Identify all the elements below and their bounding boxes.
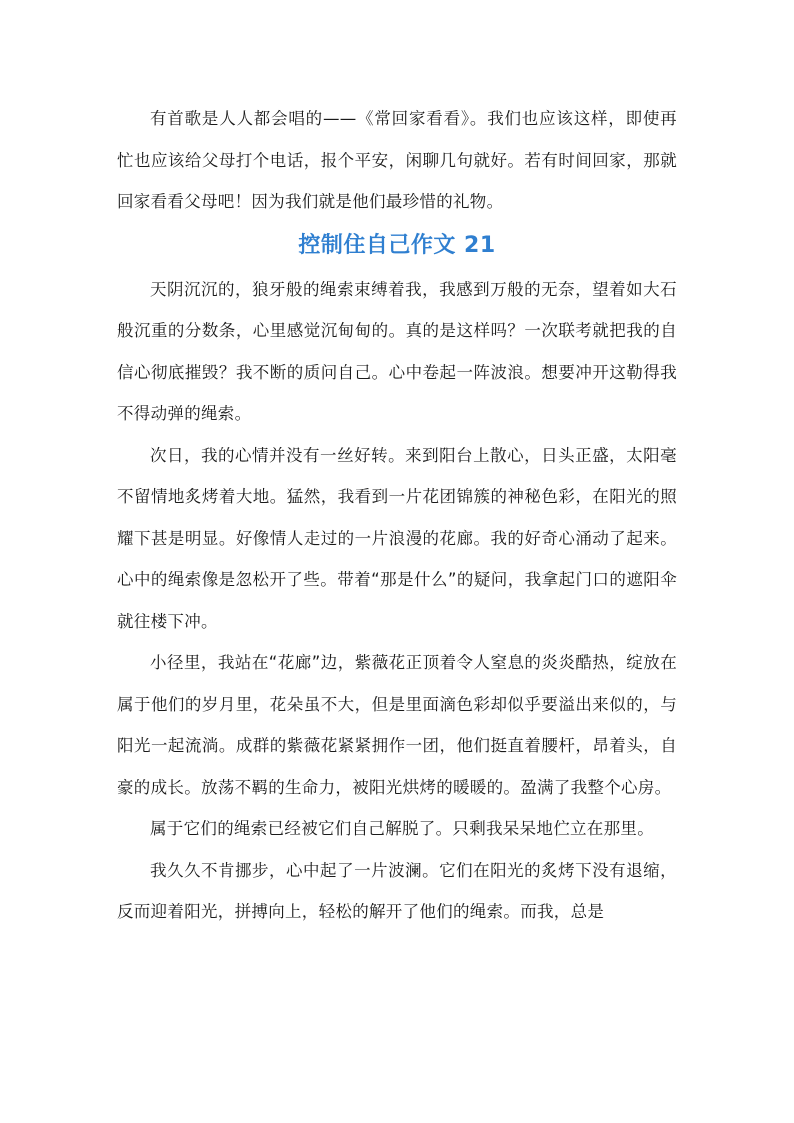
paragraph-1: 天阴沉沉的，狼牙般的绳索束缚着我，我感到万般的无奈，望着如大石般沉重的分数条，心里感觉沉甸甸的。真的是这样吗？一次联考就把我的自信心彻底摧毁？我不断的质问自己。心中卷起一阵波浪。想要冲开这勒得我不得动弹的绳索。 (117, 279, 677, 423)
paragraph-3: 小径里，我站在“花廊”边，紫薇花正顶着令人窒息的炎炎酷热，绽放在属于他们的岁月里，花朵虽不大，但是里面滴色彩却似乎要溢出来似的，与阳光一起流淌。成群的紫薇花紧紧拥作一团，他们挺直着腰杆，昂着头，自豪的成长。放荡不羁的生命力，被阳光烘烤的暖暖的。盈满了我整个心房。 (117, 653, 677, 797)
intro-paragraph: 有首歌是人人都会唱的——《常回家看看》。我们也应该这样，即使再忙也应该给父母打个电话，报个平安，闲聊几句就好。若有时间回家，那就回家看看父母吧！因为我们就是他们最珍惜的礼物。 (117, 109, 677, 211)
paragraph-2: 次日，我的心情并没有一丝好转。来到阳台上散心，日头正盛，太阳毫不留情地炙烤着大地。猛然，我看到一片花团锦簇的神秘色彩，在阳光的照耀下甚是明显。好像情人走过的一片浪漫的花廊。我的好奇心涌动了起来。心中的绳索像是忽松开了些。带着“那是什么”的疑问，我拿起门口的遮阳伞就往楼下冲。 (117, 445, 677, 631)
section-title: 控制住自己作文 21 (298, 232, 496, 258)
paragraph-4: 属于它们的绳索已经被它们自己解脱了。只剩我呆呆地伫立在那里。 (150, 819, 654, 838)
paragraph-5: 我久久不肯挪步，心中起了一片波澜。它们在阳光的炙烤下没有退缩，反而迎着阳光，拼搏向上，轻松的解开了他们的绳索。而我，总是 (117, 860, 677, 921)
document-body (117, 98, 677, 933)
